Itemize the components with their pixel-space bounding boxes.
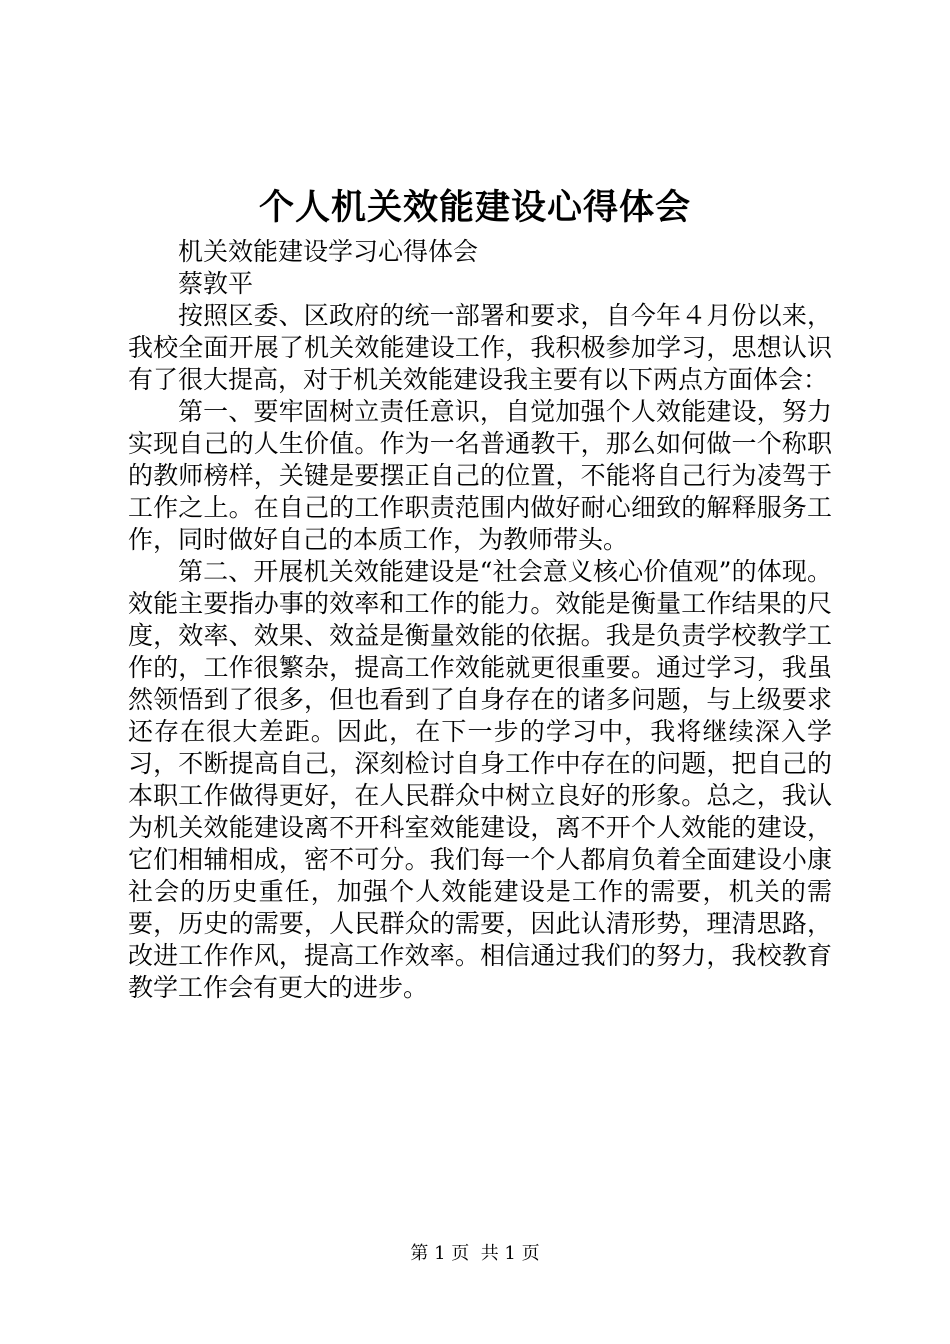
paragraph-2: 第一、要牢固树立责任意识，自觉加强个人效能建设，努力实现自己的人生价值。作为一名普通教干，那么如何做一个称职的教师榜样，关键是要摆正自己的位置，不能将自己行为凌驾于工作之上。在自己的工作职责范围内做好耐心细致的解释服务工作，同时做好自己的本质工作，为教师带头。 xyxy=(128,397,832,554)
page-number-label: 第 1 页 共 1 页 xyxy=(410,1243,540,1264)
document-body xyxy=(128,236,832,1004)
paragraph-1: 按照区委、区政府的统一部署和要求，自今年４月份以来，我校全面开展了机关效能建设工作，我积极参加学习，思想认识有了很大提高，对于机关效能建设我主要有以下两点方面体会： xyxy=(128,301,832,394)
page-footer xyxy=(0,1242,950,1266)
document-title: 个人机关效能建设心得体会 xyxy=(258,187,691,228)
document-subtitle: 机关效能建设学习心得体会 xyxy=(178,237,479,266)
document-author: 蔡敦平 xyxy=(178,269,254,298)
paragraph-3: 第二、开展机关效能建设是“社会意义核心价值观”的体现。效能主要指办事的效率和工作的能力。效能是衡量工作结果的尺度，效率、效果、效益是衡量效能的依据。我是负责学校教学工作的，工作很繁杂，提高工作效能就更很重要。通过学习，我虽然领悟到了很多，但也看到了自身存在的诸多问题，与上级要求还存在很大差距。因此，在下一步的学习中，我将继续深入学习，不断提高自己，深刻检讨自身工作中存在的问题，把自己的本职工作做得更好，在人民群众中树立良好的形象。总之，我认为机关效能建设离不开科室效能建设，离不开个人效能的建设，它们相辅相成，密不可分。我们每一个人都肩负着全面建设小康社会的历史重任，加强个人效能建设是工作的需要，机关的需要，历史的需要，人民群众的需要，因此认清形势，理清思路，改进工作作风，提高工作效率。相信通过我们的努力，我校教育教学工作会有更大的进步。 xyxy=(128,557,832,1002)
